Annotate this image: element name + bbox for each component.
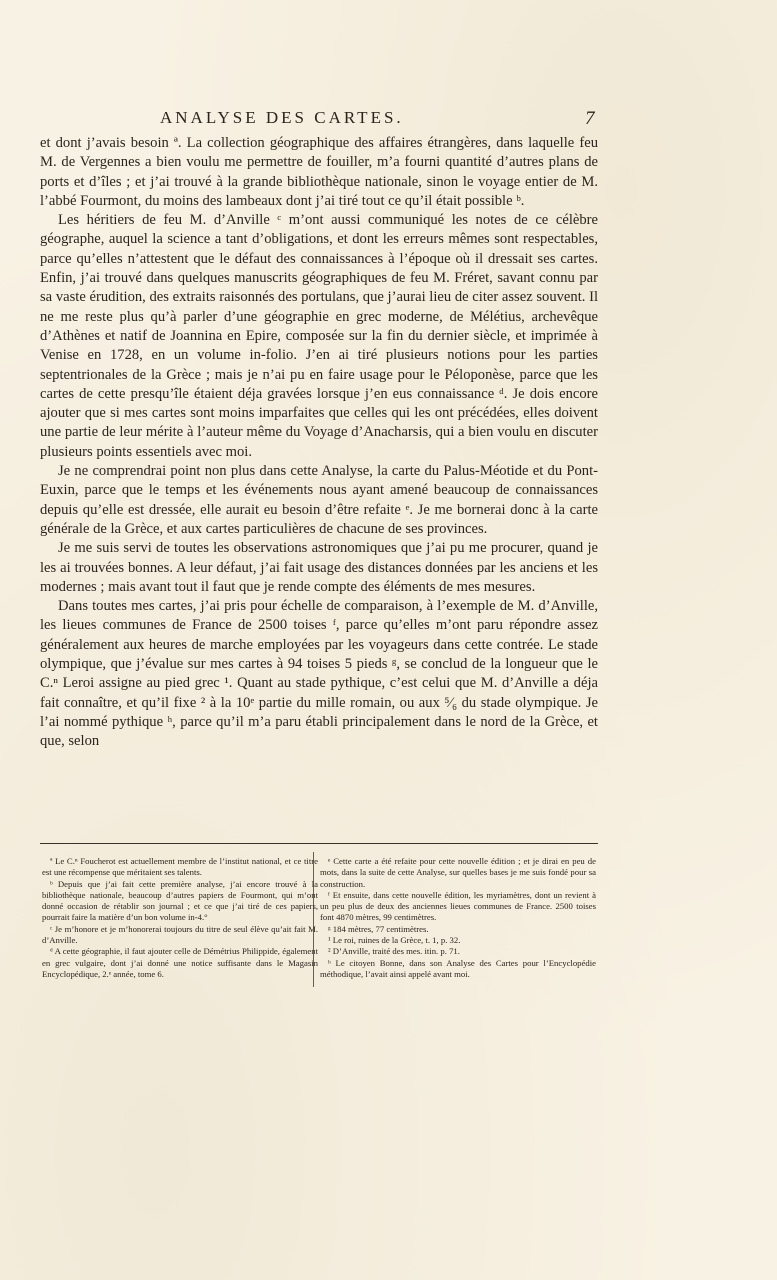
- main-text: [40, 134, 598, 752]
- page-title: ANALYSE DES CARTES.: [160, 108, 404, 127]
- paragraph: Je ne comprendrai point non plus dans cette Analyse, la carte du Palus-Méotide et du Pont-Euxin, parce que le temps et les événements nous ayant amené beaucoup de connaissances depuis qu’elle est dressée, elle aurait eu besoin d’être refaite ᵉ. Je me bornerai donc à la carte générale de la Grèce, et aux cartes particulières de chacune de ses provinces.: [40, 463, 598, 537]
- footnotes-right-column: [320, 856, 596, 980]
- footnote: ª Le C.ⁿ Foucherot est actuellement membre de l’institut national, et ce titre est une récompense que méritaient ses talents.: [42, 856, 318, 878]
- footnote: ᶠ Et ensuite, dans cette nouvelle édition, les myriamètres, dont un revient à un peu plus de deux des anciennes lieues communes de France. 2500 toises font 4870 mètres, 99 centimètres.: [320, 889, 596, 923]
- footnote: ᵇ Depuis que j’ai fait cette première analyse, j’ai encore trouvé à la bibliothèque nationale, beaucoup d’autres papiers de Fourmont, qui m’ont donné occasion de rétablir son journal ; et ce que j’ai tiré de ces papiers, pourrait faire la matière d’un bon volume in-4.°: [42, 878, 318, 923]
- footnote: ᶜ Je m’honore et je m’honorerai toujours du titre de seul élève qu’ait fait M. d’Anville.: [42, 923, 318, 946]
- footnote: ᵉ Cette carte a été refaite pour cette nouvelle édition ; et je dirai en peu de mots, dans la suite de cette Analyse, sur quelles bases je me suis fondé pour sa construction.: [320, 856, 596, 889]
- paragraph: Les héritiers de feu M. d’Anville ᶜ m’ont aussi communiqué les notes de ce célèbre géographe, auquel la science a tant d’obligations, et dont les erreurs mêmes sont respectables, parce qu’elles n’attestent que le défaut des connaissances à l’époque où il dressait ses cartes. Enfin, j’ai trouvé dans quelques manuscrits géographiques de feu M. Fréret, savant connu par sa vaste érudition, des extraits raisonnés des portulans, que j’aurai lieu de citer assez souvent. Il ne me reste plus qu’à parler d’une géographie en grec moderne, de Mélétius, archevêque d’Athènes et natif de Joannina en Epire, composée sur la fin du dernier siècle, et imprimée à Venise en 1728, en un volume in-folio. J’en ai tiré plusieurs notions pour les parties septentrionales de la Grèce ; mais je n’ai pu en faire usage pour le Péloponèse, parce que les cartes de cette presqu’île étaient déja gravées lorsque j’en eus connaissance ᵈ. Je dois encore ajouter que si mes cartes sont moins imparfaites que celles qui les ont précédées, elles doivent une partie de leur mérite à l’auteur même du Voyage d’Anacharsis, qui a bien voulu en discuter plusieurs points essentiels avec moi.: [40, 212, 598, 460]
- page-number: 7: [585, 108, 595, 129]
- paragraph: Dans toutes mes cartes, j’ai pris pour échelle de comparaison, à l’exemple de M. d’Anville, les lieues communes de France de 2500 toises ᶠ, parce qu’elles m’ont paru répondre assez généralement aux heures de marche employées par les voyageurs dans cette contrée. Le stade olympique, que j’évalue sur mes cartes à 94 toises 5 pieds ᵍ, se conclud de la longueur que le C.ⁿ Leroi assigne au pied grec ¹. Quant au stade pythique, c’est celui que M. d’Anville a déja fait connaître, et qu’il fixe ² à la 10ᵉ partie du mille romain, ou aux ⁵⁄₆ du stade olympique. Je l’ai nommé pythique ʰ, parce qu’il m’a paru établi principalement dans le nord de la Grèce, et que, selon: [40, 598, 598, 750]
- paragraph: Je me suis servi de toutes les observations astronomiques que j’ai pu me procurer, quand je les ai trouvées bonnes. A leur défaut, j’ai fait usage des distances données par les anciens et les modernes ; mais avant tout il faut que je rende compte des éléments de mes mesures.: [40, 540, 598, 595]
- footnotes-left-column: [42, 856, 318, 980]
- footnote: ² D’Anville, traité des mes. itin. p. 71.: [328, 946, 460, 957]
- footnote: ¹ Le roi, ruines de la Grèce, t. 1, p. 32.: [328, 935, 461, 946]
- footnote: ʰ Le citoyen Bonne, dans son Analyse des Cartes pour l’Encyclopédie méthodique, l’avait ainsi appelé avant moi.: [320, 957, 596, 979]
- footnote: ᵍ 184 mètres, 77 centimètres.: [328, 923, 429, 934]
- footnote: ᵈ A cette géographie, il faut ajouter celle de Démétrius Philippide, également en grec vulgaire, dont j’ai donné une notice suffisante dans le Magasin Encyclopédique, 2.ᵉ année, tome 6.: [42, 946, 318, 979]
- footnote-rule: [40, 843, 598, 844]
- paragraph: et dont j’avais besoin ª. La collection géographique des affaires étrangères, dans laquelle feu M. de Vergennes a bien voulu me permettre de fouiller, m’a fourni quantité d’autres plans de ports et d’îles ; et j’ai trouvé à la grande bibliothèque nationale, sinon le voyage entier de M. l’abbé Fourmont, du moins des lambeaux dont j’ai tiré tout ce qu’il était possible ᵇ.: [40, 135, 598, 209]
